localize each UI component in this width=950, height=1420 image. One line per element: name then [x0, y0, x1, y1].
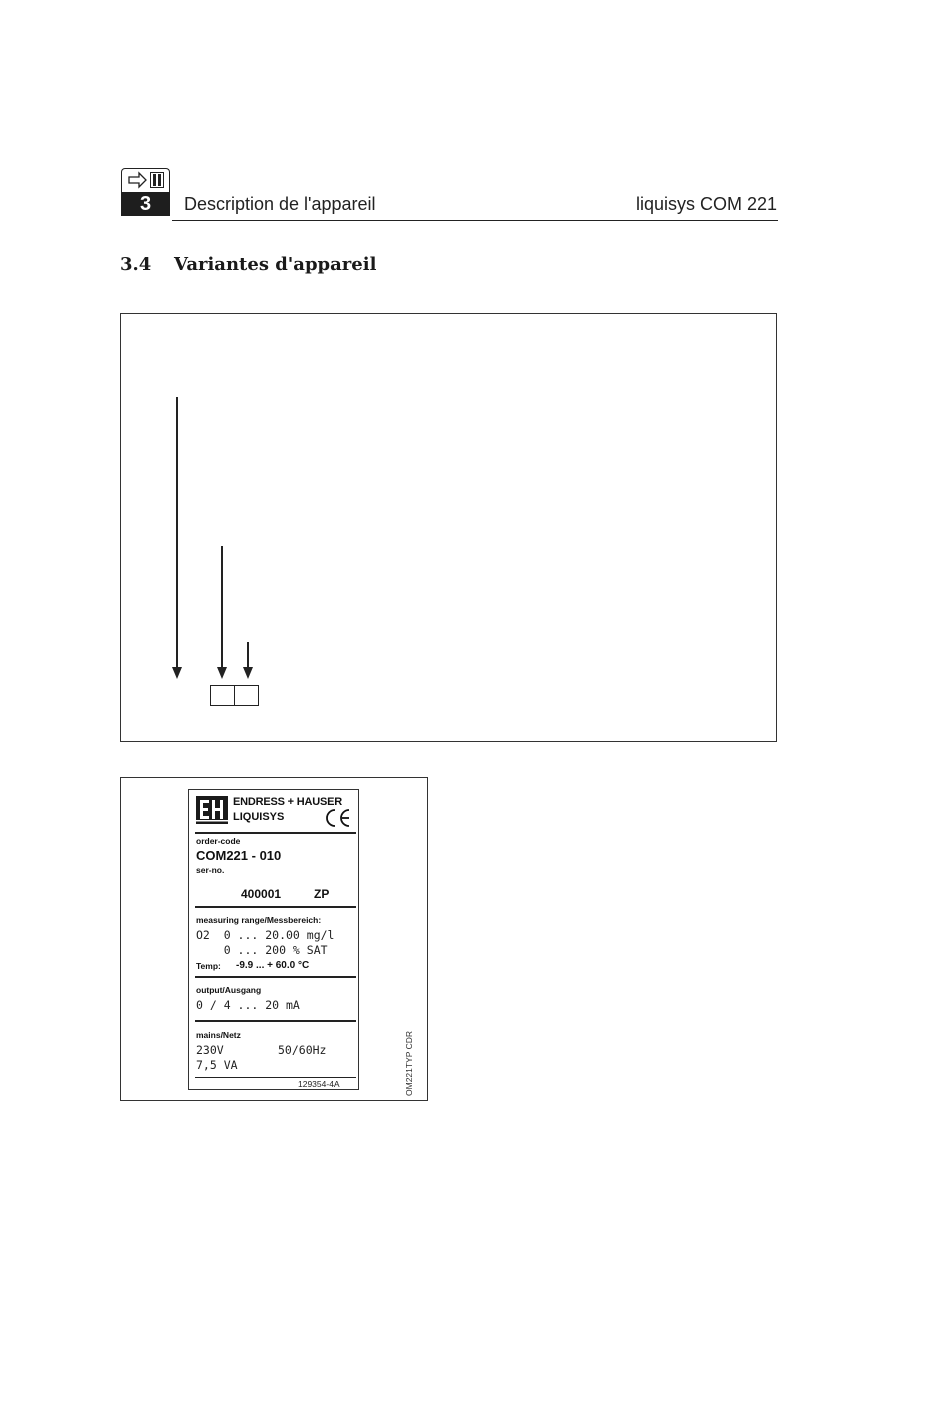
output-value: 0 / 4 ... 20 mA [196, 998, 300, 1012]
header-product: liquisys COM 221 [635, 194, 777, 214]
mains-label: mains/Netz [196, 1030, 241, 1040]
code-box-1 [211, 686, 235, 706]
order-code-diagram [120, 313, 777, 742]
order-code-value: COM221 - 010 [196, 848, 282, 863]
nameplate-rule [195, 832, 356, 834]
nameplate-rule [195, 976, 356, 978]
section-number: 3.4 [120, 254, 152, 275]
ce-mark-icon [322, 808, 352, 828]
nameplate-product: LIQUISYS [233, 811, 285, 823]
temp-label: Temp: [196, 961, 221, 971]
range-line-1: O2 0 ... 20.00 mg/l [196, 928, 335, 942]
temp-value: -9.9 ... + 60.0 °C [236, 960, 310, 971]
nameplate-reference: 129354-4A [298, 1079, 340, 1089]
manual-icon [150, 172, 164, 188]
range-line-2: 0 ... 200 % SAT [196, 943, 328, 957]
endress-hauser-logo [196, 796, 228, 824]
nameplate-rule [195, 1020, 356, 1022]
order-code-arrows [121, 314, 778, 743]
header-rule [172, 220, 778, 221]
serial-value: 400001 [241, 887, 282, 901]
nameplate [188, 789, 359, 1090]
nameplate-figure [120, 777, 428, 1101]
chapter-tab [121, 168, 170, 216]
arrow-head-2 [217, 667, 227, 679]
mains-power: 7,5 VA [196, 1058, 238, 1072]
nameplate-rule [195, 906, 356, 908]
section-title: Variantes d'appareil [174, 254, 377, 275]
arrow-right-icon [128, 171, 148, 189]
range-label: measuring range/Messbereich: [196, 915, 322, 925]
order-code-label: order-code [196, 836, 241, 846]
arrow-head-1 [172, 667, 182, 679]
nameplate-brand: ENDRESS + HAUSER [233, 796, 342, 808]
mains-voltage: 230V [196, 1043, 224, 1057]
serial-suffix: ZP [314, 887, 330, 901]
chapter-tab-icons [121, 168, 170, 192]
code-box-2 [235, 686, 259, 706]
header-title: Description de l'appareil [184, 194, 376, 214]
figure-code: OM221TYP CDR [404, 1030, 414, 1096]
section-heading [120, 254, 376, 275]
nameplate-rule [195, 1077, 356, 1078]
mains-frequency: 50/60Hz [278, 1043, 327, 1057]
arrow-head-3 [243, 667, 253, 679]
serial-label: ser-no. [196, 865, 225, 875]
output-label: output/Ausgang [196, 985, 262, 995]
chapter-number: 3 [121, 192, 170, 216]
